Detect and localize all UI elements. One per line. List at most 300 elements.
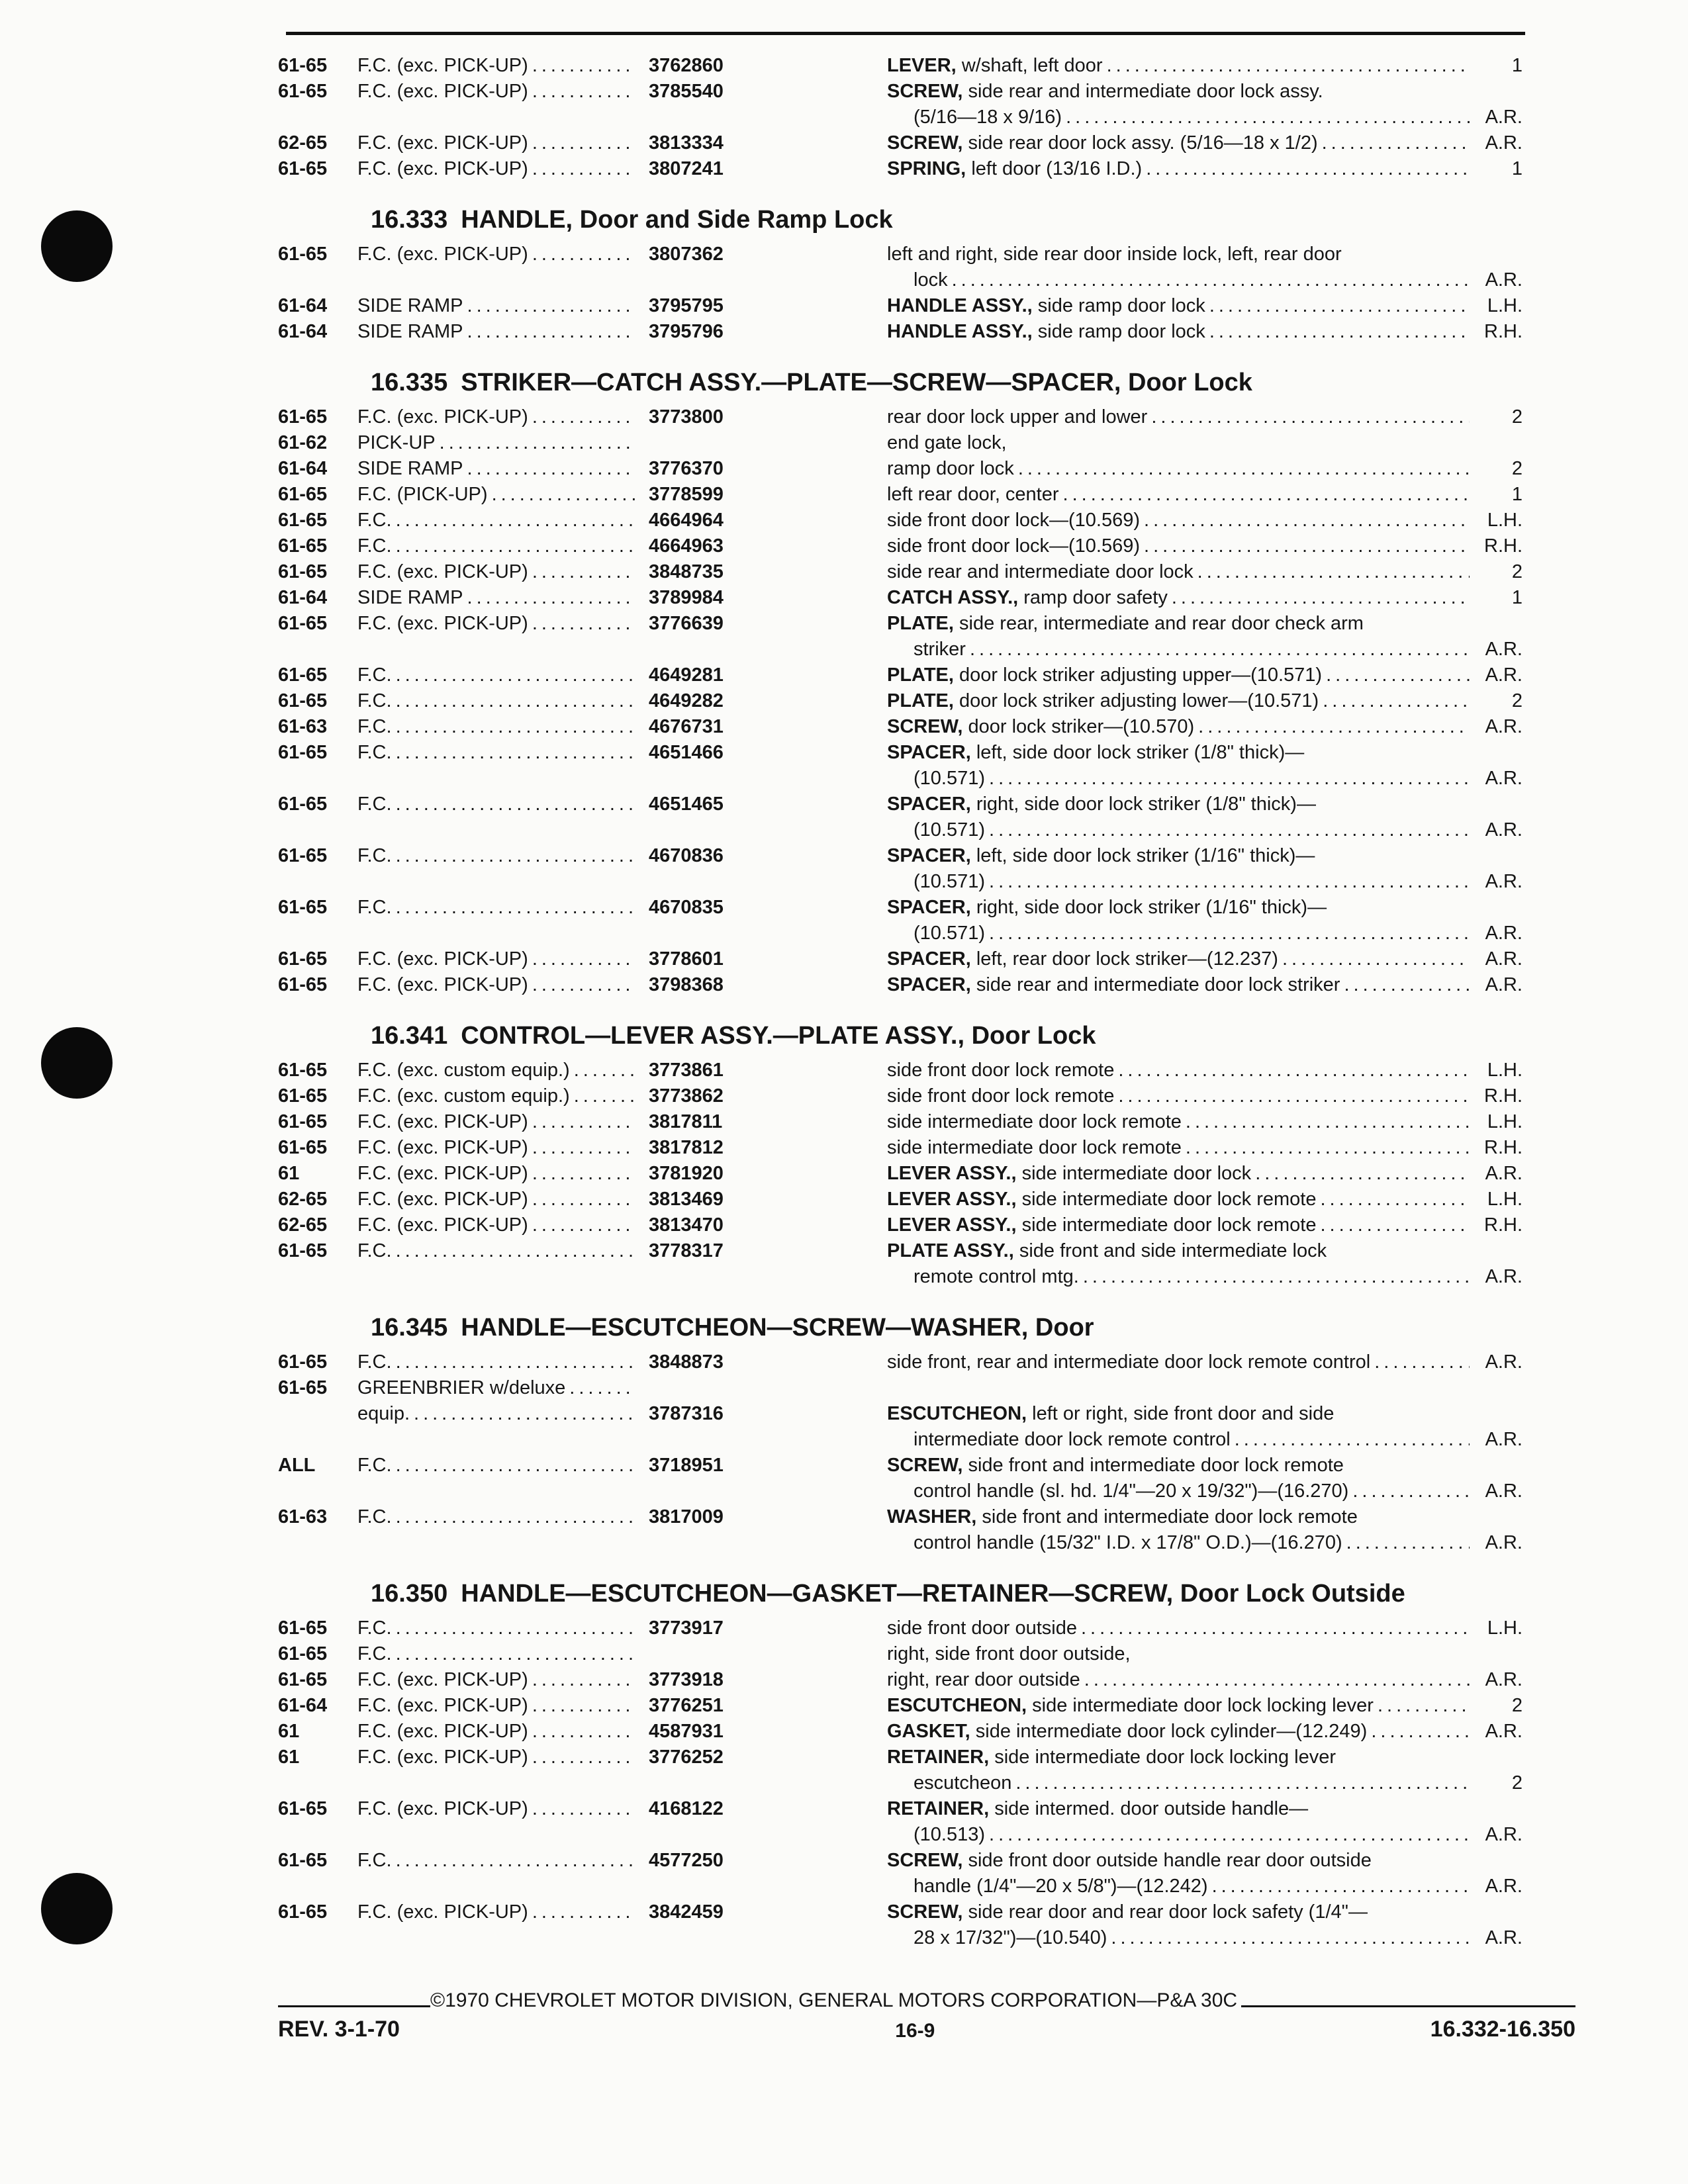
quantity: A.R. bbox=[1485, 974, 1523, 995]
description-line bbox=[887, 1264, 1470, 1290]
application bbox=[357, 714, 635, 740]
description-detail: side front door outside handle rear door outside bbox=[968, 1850, 1372, 1871]
part-number bbox=[635, 1641, 887, 1667]
description-line bbox=[887, 1212, 1470, 1238]
model-years: 61 bbox=[278, 1163, 300, 1184]
leader-dots bbox=[1079, 1264, 1470, 1290]
model-years: 61-65 bbox=[278, 1901, 328, 1923]
description-detail: side rear and intermediate door lock assy. bbox=[968, 81, 1323, 102]
description-detail: side front door lock—(10.569) bbox=[887, 535, 1141, 557]
model-years: 61-65 bbox=[278, 1643, 328, 1664]
application-text: F.C. (exc. PICK-UP) bbox=[357, 55, 528, 76]
description-line bbox=[887, 130, 1470, 156]
part-name: SPACER, bbox=[887, 845, 971, 866]
model-years: 61-65 bbox=[278, 561, 328, 582]
leader-dots bbox=[1103, 53, 1470, 79]
description-line bbox=[887, 293, 1470, 319]
description-detail: escutcheon bbox=[914, 1772, 1012, 1794]
application bbox=[357, 1667, 635, 1693]
quantity: 2 bbox=[1511, 1772, 1523, 1794]
application bbox=[357, 130, 635, 156]
leader-dots bbox=[1205, 293, 1470, 319]
description-text bbox=[887, 293, 1205, 319]
part-description bbox=[887, 293, 1470, 319]
description-detail: 28 x 17/32")—(10.540) bbox=[914, 1927, 1107, 1948]
description-line bbox=[887, 1848, 1470, 1874]
part-name: SPRING, bbox=[887, 158, 966, 179]
leader-dots bbox=[1342, 1530, 1470, 1556]
part-row bbox=[278, 843, 1575, 895]
application-text: F.C. (exc. PICK-UP) bbox=[357, 1163, 528, 1184]
quantity: A.R. bbox=[1485, 1876, 1523, 1897]
description-line bbox=[887, 1770, 1470, 1796]
binder-hole bbox=[41, 1027, 113, 1099]
leader-dots bbox=[1182, 1135, 1470, 1161]
leader-dots bbox=[528, 559, 635, 585]
description-text bbox=[887, 533, 1140, 559]
description-detail: right, side door lock striker (1/8" thick)— bbox=[976, 794, 1316, 815]
part-number: 3778601 bbox=[649, 948, 724, 970]
part-number: 4651465 bbox=[649, 794, 724, 815]
application bbox=[357, 1693, 635, 1719]
quantity: 2 bbox=[1511, 458, 1523, 479]
application bbox=[357, 740, 635, 792]
application-text: SIDE RAMP bbox=[357, 295, 463, 316]
part-description bbox=[887, 1238, 1470, 1290]
description-detail: right, side door lock striker (1/16" thick)— bbox=[976, 897, 1327, 918]
description-line bbox=[887, 1667, 1470, 1693]
description-text bbox=[887, 1615, 1077, 1641]
description-line bbox=[887, 156, 1470, 182]
leader-dots bbox=[1317, 1212, 1470, 1238]
part-name: SCREW, bbox=[887, 81, 963, 102]
quantity: A.R. bbox=[1485, 132, 1523, 154]
description-text bbox=[887, 1745, 1336, 1770]
description-line bbox=[887, 1401, 1470, 1427]
model-years: 61-65 bbox=[278, 484, 328, 505]
model-years: 61-62 bbox=[278, 432, 328, 453]
quantity: L.H. bbox=[1487, 1189, 1523, 1210]
description-line bbox=[887, 688, 1470, 714]
part-row bbox=[278, 559, 1575, 585]
application bbox=[357, 1615, 635, 1641]
part-number: 3773862 bbox=[649, 1085, 724, 1107]
part-description bbox=[887, 1641, 1470, 1667]
model-years: 61-64 bbox=[278, 1695, 328, 1716]
part-number: 3787316 bbox=[649, 1403, 724, 1424]
part-number: 3718951 bbox=[649, 1455, 724, 1476]
description-detail: side intermediate door lock remote bbox=[887, 1137, 1182, 1158]
section-number: 16.341 bbox=[371, 1022, 448, 1050]
part-description bbox=[887, 130, 1470, 156]
application bbox=[357, 611, 635, 662]
model-years: 62-65 bbox=[278, 1214, 328, 1236]
description-line bbox=[887, 1453, 1470, 1479]
description-detail: left, side door lock striker (1/16" thick)— bbox=[976, 845, 1315, 866]
description-line bbox=[887, 559, 1470, 585]
description-detail: side rear door lock assy. (5/16—18 x 1/2) bbox=[968, 132, 1318, 154]
part-row bbox=[278, 611, 1575, 662]
leader-dots bbox=[1251, 1161, 1470, 1187]
description-line bbox=[887, 972, 1470, 998]
section-number: 16.350 bbox=[371, 1580, 448, 1608]
leader-dots bbox=[392, 843, 635, 895]
part-number: 3776252 bbox=[649, 1747, 724, 1768]
part-description bbox=[887, 79, 1470, 130]
model-years: 61 bbox=[278, 1721, 300, 1742]
description-detail: ramp door lock bbox=[887, 458, 1014, 479]
description-text bbox=[887, 792, 1316, 817]
description-detail: side intermediate door lock locking lever bbox=[1032, 1695, 1374, 1716]
application-text: F.C. bbox=[357, 1617, 392, 1639]
part-number: 3795796 bbox=[649, 321, 724, 342]
part-number: 3778599 bbox=[649, 484, 724, 505]
application-text: F.C. (exc. PICK-UP) bbox=[357, 1669, 528, 1690]
leader-dots bbox=[985, 766, 1470, 792]
leader-dots bbox=[528, 1719, 635, 1745]
leader-dots bbox=[392, 508, 635, 533]
leader-dots bbox=[985, 921, 1470, 946]
part-description bbox=[887, 1135, 1470, 1161]
application-text: F.C. (PICK-UP) bbox=[357, 484, 488, 505]
application bbox=[357, 79, 635, 130]
description-detail: handle (1/4"—20 x 5/8")—(12.242) bbox=[914, 1876, 1208, 1897]
quantity: 2 bbox=[1511, 690, 1523, 711]
description-text bbox=[887, 1212, 1317, 1238]
description-text bbox=[914, 1479, 1348, 1504]
part-number: 4664963 bbox=[649, 535, 724, 557]
description-detail: side ramp door lock bbox=[1037, 295, 1205, 316]
part-row bbox=[278, 895, 1575, 946]
part-name: SCREW, bbox=[887, 1455, 963, 1476]
quantity: A.R. bbox=[1485, 1480, 1523, 1502]
part-number: 4670836 bbox=[649, 845, 724, 866]
description-text bbox=[887, 404, 1147, 430]
part-description bbox=[887, 1083, 1470, 1109]
model-years: 61-65 bbox=[278, 1111, 328, 1132]
part-row bbox=[278, 1375, 1575, 1401]
application-text: F.C. (exc. PICK-UP) bbox=[357, 948, 528, 970]
part-number: 3785540 bbox=[649, 81, 724, 102]
description-text bbox=[887, 585, 1168, 611]
part-row bbox=[278, 1187, 1575, 1212]
model-years: 61-65 bbox=[278, 1240, 328, 1261]
description-text bbox=[887, 1187, 1317, 1212]
application-text: F.C. bbox=[357, 742, 392, 763]
description-detail: (10.571) bbox=[914, 819, 986, 841]
part-description bbox=[887, 1667, 1470, 1693]
leader-dots bbox=[392, 1848, 635, 1899]
application-text: F.C. bbox=[357, 535, 392, 557]
leader-dots bbox=[392, 1238, 635, 1290]
description-detail: w/shaft, left door bbox=[961, 55, 1103, 76]
model-years: 61-65 bbox=[278, 974, 328, 995]
section-heading bbox=[371, 1312, 1575, 1343]
part-number: 3776251 bbox=[649, 1695, 724, 1716]
application bbox=[357, 792, 635, 843]
application bbox=[357, 1745, 635, 1796]
leader-dots bbox=[528, 611, 635, 662]
application-text: F.C. (exc. PICK-UP) bbox=[357, 81, 528, 102]
model-years: 62-65 bbox=[278, 1189, 328, 1210]
application-text: F.C. bbox=[357, 1240, 392, 1261]
description-text bbox=[887, 482, 1059, 508]
description-detail: side rear, intermediate and rear door check arm bbox=[959, 613, 1364, 634]
description-text bbox=[887, 688, 1319, 714]
description-line bbox=[887, 1641, 1470, 1667]
application bbox=[357, 559, 635, 585]
description-text bbox=[887, 1109, 1182, 1135]
section-title: HANDLE, Door and Side Ramp Lock bbox=[461, 206, 893, 234]
part-name: PLATE, bbox=[887, 664, 954, 686]
model-years: 61-65 bbox=[278, 794, 328, 815]
quantity: A.R. bbox=[1485, 107, 1523, 128]
description-line bbox=[887, 508, 1470, 533]
leader-dots bbox=[528, 404, 635, 430]
description-line bbox=[887, 817, 1470, 843]
part-description bbox=[887, 972, 1470, 998]
application-text: F.C. bbox=[357, 1850, 392, 1871]
model-years: 61-65 bbox=[278, 1351, 328, 1373]
leader-dots bbox=[1080, 1667, 1470, 1693]
part-name: SPACER, bbox=[887, 974, 971, 995]
description-text bbox=[887, 1719, 1367, 1745]
part-description bbox=[887, 843, 1470, 895]
leader-dots bbox=[1374, 1693, 1470, 1719]
part-name: HANDLE ASSY., bbox=[887, 321, 1033, 342]
part-row bbox=[278, 79, 1575, 130]
description-text bbox=[914, 1264, 1079, 1290]
part-number: 3807241 bbox=[649, 158, 724, 179]
description-text bbox=[887, 946, 1278, 972]
quantity: A.R. bbox=[1485, 871, 1523, 892]
quantity: A.R. bbox=[1485, 1532, 1523, 1553]
part-description bbox=[887, 792, 1470, 843]
description-detail: side front door lock remote bbox=[887, 1085, 1115, 1107]
application-text: F.C. (exc. PICK-UP) bbox=[357, 1901, 528, 1923]
description-text bbox=[887, 972, 1340, 998]
part-number: 4664964 bbox=[649, 510, 724, 531]
quantity: R.H. bbox=[1484, 1085, 1523, 1107]
model-years: 61-64 bbox=[278, 321, 328, 342]
application bbox=[357, 53, 635, 79]
part-name: WASHER, bbox=[887, 1506, 977, 1527]
part-description bbox=[887, 1615, 1470, 1641]
description-text bbox=[887, 1135, 1182, 1161]
model-years: 61-65 bbox=[278, 510, 328, 531]
description-line bbox=[887, 242, 1470, 267]
part-row bbox=[278, 1453, 1575, 1504]
leader-dots bbox=[463, 456, 635, 482]
model-years: ALL bbox=[278, 1455, 316, 1476]
description-detail: left, rear door lock striker—(12.237) bbox=[976, 948, 1278, 970]
leader-dots bbox=[528, 156, 635, 182]
leader-dots bbox=[1168, 585, 1470, 611]
leader-dots bbox=[1205, 319, 1470, 345]
description-text bbox=[914, 766, 985, 792]
part-number bbox=[635, 1375, 887, 1401]
part-description bbox=[887, 740, 1470, 792]
application-text: F.C. (exc. PICK-UP) bbox=[357, 1214, 528, 1236]
application bbox=[357, 456, 635, 482]
part-description bbox=[887, 508, 1470, 533]
part-number: 4670835 bbox=[649, 897, 724, 918]
description-line bbox=[887, 482, 1470, 508]
part-number: 3773917 bbox=[649, 1617, 724, 1639]
application bbox=[357, 1899, 635, 1951]
model-years: 61-65 bbox=[278, 1085, 328, 1107]
leader-dots bbox=[948, 267, 1470, 293]
description-detail: side intermediate door lock bbox=[1021, 1163, 1252, 1184]
leader-dots bbox=[565, 1375, 635, 1401]
copyright-notice: ©1970 CHEVROLET MOTOR DIVISION, GENERAL MOTORS CORPORATION—P&A 30C bbox=[430, 1989, 1238, 2011]
part-row bbox=[278, 1058, 1575, 1083]
description-detail: right, rear door outside bbox=[887, 1669, 1080, 1690]
leader-dots bbox=[392, 1615, 635, 1641]
application bbox=[357, 1796, 635, 1848]
description-detail: left and right, side rear door inside lock, left, rear door bbox=[887, 244, 1342, 265]
model-years: 61-64 bbox=[278, 458, 328, 479]
leader-dots bbox=[392, 895, 635, 946]
description-line bbox=[887, 895, 1470, 921]
part-number: 4168122 bbox=[649, 1798, 724, 1819]
application bbox=[357, 1187, 635, 1212]
section-number: 16.333 bbox=[371, 206, 448, 234]
part-name: LEVER, bbox=[887, 55, 957, 76]
part-row bbox=[278, 1848, 1575, 1899]
part-name: GASKET, bbox=[887, 1721, 970, 1742]
section-title: HANDLE—ESCUTCHEON—GASKET—RETAINER—SCREW, Door Lock Outside bbox=[461, 1580, 1405, 1608]
description-line bbox=[887, 1530, 1470, 1556]
part-description bbox=[887, 1719, 1470, 1745]
part-number: 3817811 bbox=[649, 1111, 723, 1132]
part-name: SCREW, bbox=[887, 1901, 963, 1923]
description-detail: side front and side intermediate lock bbox=[1019, 1240, 1327, 1261]
part-row bbox=[278, 1212, 1575, 1238]
leader-dots bbox=[966, 637, 1470, 662]
part-row bbox=[278, 430, 1575, 456]
part-number: 3798368 bbox=[649, 974, 724, 995]
description-detail: side rear door and rear door lock safety (1/4"— bbox=[968, 1901, 1368, 1923]
part-name: ESCUTCHEON, bbox=[887, 1695, 1027, 1716]
leader-dots bbox=[463, 293, 635, 319]
description-text bbox=[887, 1238, 1327, 1264]
quantity: 2 bbox=[1511, 1695, 1523, 1716]
description-line bbox=[887, 662, 1470, 688]
description-detail: left door (13/16 I.D.) bbox=[971, 158, 1143, 179]
part-description bbox=[887, 662, 1470, 688]
part-number: 3776639 bbox=[649, 613, 724, 634]
application bbox=[357, 688, 635, 714]
part-description bbox=[887, 1453, 1470, 1504]
description-detail: control handle (15/32" I.D. x 17/8" O.D.)—(16.270) bbox=[914, 1532, 1342, 1553]
quantity: 1 bbox=[1511, 55, 1523, 76]
part-number: 3813469 bbox=[649, 1189, 724, 1210]
application-text: F.C. (exc. PICK-UP) bbox=[357, 1747, 528, 1768]
description-text bbox=[914, 1530, 1342, 1556]
part-number: 3807362 bbox=[649, 244, 724, 265]
leader-dots bbox=[1182, 1109, 1470, 1135]
leader-dots bbox=[1367, 1719, 1470, 1745]
part-row bbox=[278, 946, 1575, 972]
application bbox=[357, 156, 635, 182]
description-line bbox=[887, 921, 1470, 946]
description-text bbox=[887, 430, 1007, 456]
description-line bbox=[887, 53, 1470, 79]
model-years: 61-63 bbox=[278, 716, 328, 737]
part-name: PLATE, bbox=[887, 613, 954, 634]
description-detail: side intermediate door lock remote bbox=[887, 1111, 1182, 1132]
description-text bbox=[887, 1453, 1344, 1479]
application bbox=[357, 895, 635, 946]
quantity: A.R. bbox=[1485, 1669, 1523, 1690]
quantity: 1 bbox=[1511, 158, 1523, 179]
leader-dots bbox=[528, 1693, 635, 1719]
part-name: ESCUTCHEON, bbox=[887, 1403, 1027, 1424]
model-years: 61-65 bbox=[278, 845, 328, 866]
part-description bbox=[887, 456, 1470, 482]
part-name: SCREW, bbox=[887, 132, 963, 154]
application bbox=[357, 242, 635, 293]
part-name: SPACER, bbox=[887, 742, 971, 763]
quantity bbox=[1470, 430, 1523, 456]
leader-dots bbox=[985, 817, 1470, 843]
description-line bbox=[887, 1615, 1470, 1641]
part-description bbox=[887, 319, 1470, 345]
description-line bbox=[887, 1479, 1470, 1504]
top-rule bbox=[286, 32, 1525, 35]
quantity: A.R. bbox=[1485, 768, 1523, 789]
part-row bbox=[278, 508, 1575, 533]
model-years: 61-64 bbox=[278, 587, 328, 608]
leader-dots bbox=[392, 1641, 635, 1667]
quantity: 1 bbox=[1511, 587, 1523, 608]
description-text bbox=[914, 637, 966, 662]
description-line bbox=[887, 1238, 1470, 1264]
part-row bbox=[278, 1083, 1575, 1109]
application-text: F.C. (exc. PICK-UP) bbox=[357, 561, 528, 582]
application-text: F.C. bbox=[357, 1506, 392, 1527]
application bbox=[357, 1401, 635, 1453]
leader-dots bbox=[528, 130, 635, 156]
model-years: 61-65 bbox=[278, 948, 328, 970]
application bbox=[357, 1349, 635, 1375]
description-detail: right, side front door outside, bbox=[887, 1643, 1131, 1664]
part-row bbox=[278, 242, 1575, 293]
part-number: 3842459 bbox=[649, 1901, 724, 1923]
application bbox=[357, 1719, 635, 1745]
part-number: 3848735 bbox=[649, 561, 724, 582]
part-description bbox=[887, 156, 1470, 182]
description-line bbox=[887, 404, 1470, 430]
leader-dots bbox=[392, 1453, 635, 1504]
description-detail: side intermediate door lock locking lever bbox=[994, 1747, 1336, 1768]
leader-dots bbox=[463, 585, 635, 611]
part-description bbox=[887, 585, 1470, 611]
application bbox=[357, 1135, 635, 1161]
leader-dots bbox=[392, 1349, 635, 1375]
application-text: F.C. (exc. PICK-UP) bbox=[357, 613, 528, 634]
application bbox=[357, 533, 635, 559]
section-range: 16.332-16.350 bbox=[1430, 2017, 1575, 2042]
description-line bbox=[887, 611, 1470, 637]
application-text: F.C. (exc. custom equip.) bbox=[357, 1060, 570, 1081]
part-number: 3795795 bbox=[649, 295, 724, 316]
part-number: 4651466 bbox=[649, 742, 724, 763]
quantity: A.R. bbox=[1485, 1163, 1523, 1184]
leader-dots bbox=[570, 1058, 635, 1083]
application-text: F.C. (exc. PICK-UP) bbox=[357, 158, 528, 179]
